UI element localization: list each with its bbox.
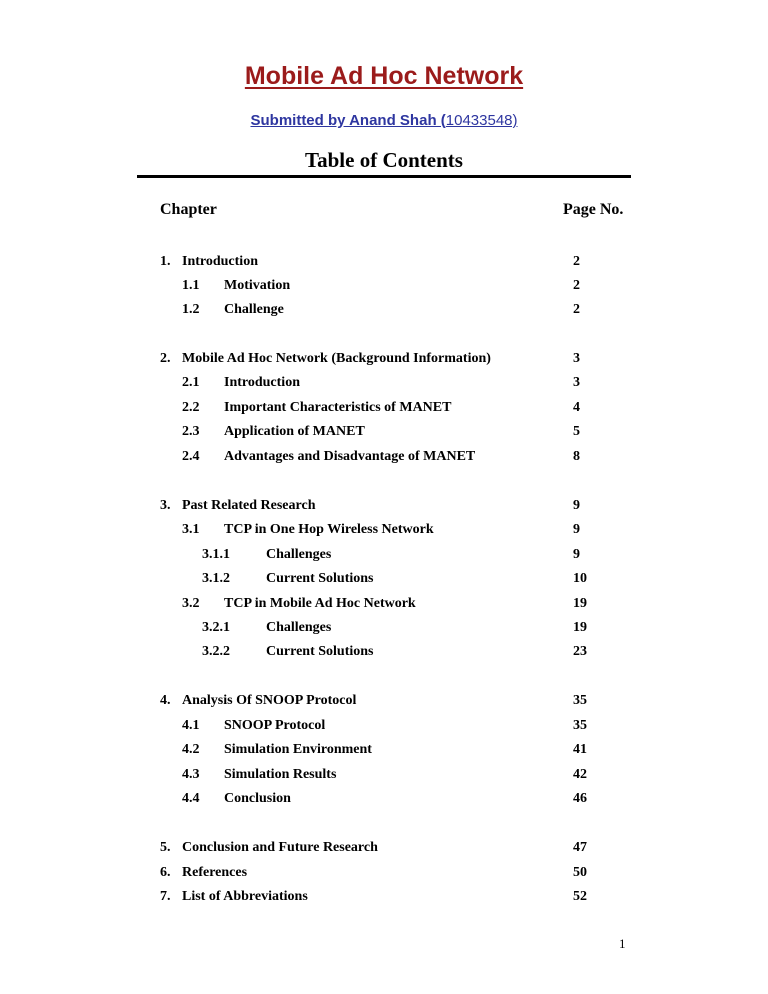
toc-entry-page: 2 <box>573 254 580 269</box>
toc-entry-label: Challenges <box>266 620 332 635</box>
toc-entry-label: Challenge <box>224 302 284 317</box>
toc-entry-number: 3.2 <box>182 596 200 611</box>
author-text: Submitted by Anand Shah ( <box>250 112 446 129</box>
toc-entry-label: Application of MANET <box>224 424 365 439</box>
toc-entry-number: 6. <box>160 865 171 880</box>
toc-entry-page: 5 <box>573 424 580 439</box>
toc-entry-page: 47 <box>573 840 587 855</box>
toc-entry <box>0 375 768 391</box>
toc-entry-label: List of Abbreviations <box>182 889 308 904</box>
toc-entry <box>0 424 768 440</box>
toc-entry-page: 2 <box>573 302 580 317</box>
toc-entry <box>0 889 768 905</box>
page-column-header: Page No. <box>563 201 624 218</box>
toc-entry-number: 7. <box>160 889 171 904</box>
toc-entry <box>0 278 768 294</box>
toc-entry-number: 3.2.1 <box>202 620 230 635</box>
toc-entry-number: 2.1 <box>182 375 200 390</box>
toc-entry-page: 42 <box>573 767 587 782</box>
toc-entry-number: 2.3 <box>182 424 200 439</box>
toc-entry-number: 4. <box>160 693 171 708</box>
toc-entry-number: 4.2 <box>182 742 200 757</box>
toc-entry-page: 2 <box>573 278 580 293</box>
toc-entry-page: 46 <box>573 791 587 806</box>
toc-entry-label: Analysis Of SNOOP Protocol <box>182 693 357 708</box>
toc-entry-label: Introduction <box>182 254 258 269</box>
student-id: 10433548) <box>445 112 518 129</box>
toc-entry-number: 4.3 <box>182 767 200 782</box>
toc-entry-number: 3.2.2 <box>202 644 230 659</box>
toc-entry-page: 9 <box>573 522 580 537</box>
toc-entry-number: 3. <box>160 498 171 513</box>
toc-entry-page: 3 <box>573 351 580 366</box>
toc-entry-label: Simulation Environment <box>224 742 372 757</box>
toc-entry-label: SNOOP Protocol <box>224 718 326 733</box>
toc-entry <box>0 718 768 734</box>
toc-entry-label: TCP in One Hop Wireless Network <box>224 522 434 537</box>
toc-entry-number: 4.1 <box>182 718 200 733</box>
toc-entry-page: 50 <box>573 865 587 880</box>
toc-entry <box>0 840 768 856</box>
toc-entry-page: 19 <box>573 596 587 611</box>
toc-entry <box>0 449 768 465</box>
toc-entry-page: 8 <box>573 449 580 464</box>
toc-entry-page: 35 <box>573 693 587 708</box>
toc-entry <box>0 302 768 318</box>
toc-entry-page: 10 <box>573 571 587 586</box>
toc-entry-number: 3.1.1 <box>202 547 230 562</box>
toc-entry-page: 19 <box>573 620 587 635</box>
toc-entry-page: 35 <box>573 718 587 733</box>
toc-entry-page: 41 <box>573 742 587 757</box>
toc-entry <box>0 644 768 660</box>
toc-entry-label: Challenges <box>266 547 332 562</box>
toc-entry <box>0 498 768 514</box>
toc-heading: Table of Contents <box>305 148 463 172</box>
toc-entry-label: Current Solutions <box>266 644 374 659</box>
document-subtitle <box>0 112 768 129</box>
toc-entry-page: 9 <box>573 547 580 562</box>
toc-entry-page: 9 <box>573 498 580 513</box>
toc-entry-page: 23 <box>573 644 587 659</box>
toc-entry-number: 1. <box>160 254 171 269</box>
toc-entry <box>0 522 768 538</box>
toc-entry-number: 1.1 <box>182 278 200 293</box>
toc-entry-label: TCP in Mobile Ad Hoc Network <box>224 596 416 611</box>
toc-entry <box>0 400 768 416</box>
toc-entry-page: 4 <box>573 400 580 415</box>
toc-entry <box>0 693 768 709</box>
toc-entry <box>0 767 768 783</box>
page-number: 1 <box>619 936 626 951</box>
toc-entry-number: 2. <box>160 351 171 366</box>
toc-entry-number: 2.4 <box>182 449 200 464</box>
chapter-column-header: Chapter <box>160 201 217 218</box>
toc-entry <box>0 571 768 587</box>
toc-entry-label: Conclusion and Future Research <box>182 840 378 855</box>
toc-entry-label: Motivation <box>224 278 291 293</box>
toc-entry-label: Conclusion <box>224 791 291 806</box>
toc-entry-label: Past Related Research <box>182 498 316 513</box>
toc-entry <box>0 791 768 807</box>
toc-entry-number: 2.2 <box>182 400 200 415</box>
toc-entry-label: References <box>182 865 248 880</box>
document-title: Mobile Ad Hoc Network <box>244 62 524 90</box>
toc-entry-label: Advantages and Disadvantage of MANET <box>224 449 476 464</box>
toc-entry-label: Mobile Ad Hoc Network (Background Information) <box>182 351 491 366</box>
toc-entry-number: 4.4 <box>182 791 200 806</box>
toc-entry <box>0 351 768 367</box>
toc-entry-number: 5. <box>160 840 171 855</box>
toc-entry-label: Important Characteristics of MANET <box>224 400 452 415</box>
toc-entry-label: Current Solutions <box>266 571 374 586</box>
toc-entry <box>0 596 768 612</box>
toc-entry <box>0 254 768 270</box>
heading-divider <box>137 175 631 178</box>
toc-entry-label: Introduction <box>224 375 300 390</box>
toc-entry-number: 3.1.2 <box>202 571 230 586</box>
toc-entry <box>0 547 768 563</box>
toc-entry-number: 3.1 <box>182 522 200 537</box>
toc-entry <box>0 865 768 881</box>
toc-entry-label: Simulation Results <box>224 767 337 782</box>
toc-entry-page: 52 <box>573 889 587 904</box>
toc-entry <box>0 742 768 758</box>
toc-entry <box>0 620 768 636</box>
toc-entry-page: 3 <box>573 375 580 390</box>
toc-entry-number: 1.2 <box>182 302 200 317</box>
